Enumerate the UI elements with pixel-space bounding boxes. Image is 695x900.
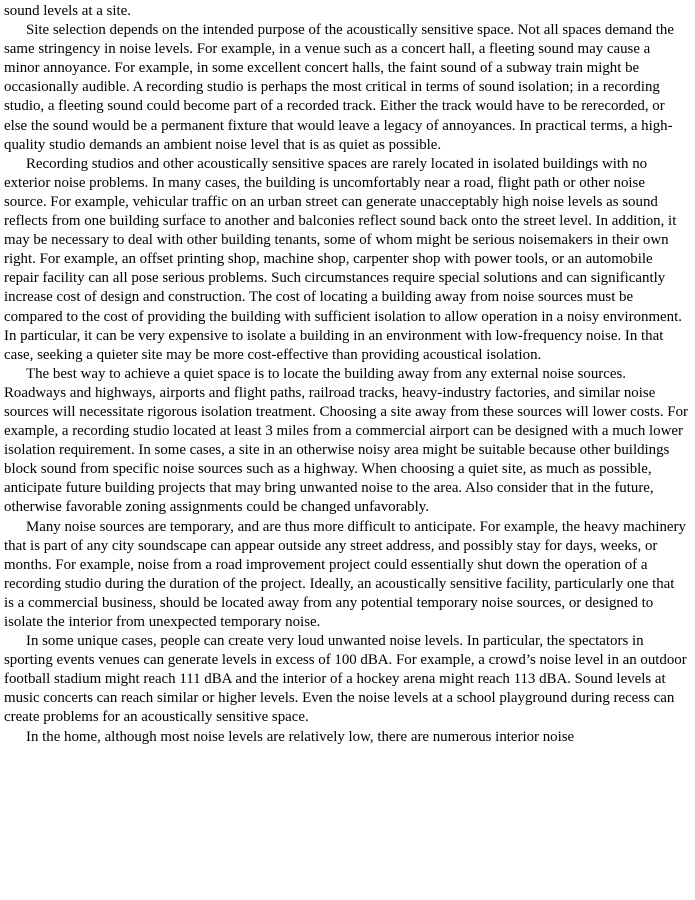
paragraph-home-noise: In the home, although most noise levels are relatively low, there are numerous interior noise bbox=[26, 728, 575, 745]
paragraph-recording-studios: Recording studios and other acoustically sensitive spaces are rarely located in isolated buildings with no exterior noise problems. In many cases, the building is uncomfortably near a road, flight path or other noise source. For example, vehicular traffic on an urban street can generate unacceptably high noise levels as sound reflects from one building surface to another and balconies reflect sound back onto the street level. In addition, it may be necessary to deal with other building tenants, some of whom might be serious noisemakers in their own right. For example, an offset printing shop, machine shop, carpenter shop with power tools, or an automobile repair facility can all pose serious problems. Such circumstances require special solutions and can significantly increase cost of design and construction. The cost of locating a building away from noise sources must be compared to the cost of providing the building with sufficient isolation to allow operation in a noisy environment. In particular, it can be very expensive to isolate a building in an environment with low-frequency noise. In that case, seeking a quieter site may be more cost-effective than providing acoustical isolation. bbox=[4, 155, 682, 363]
document-page bbox=[4, 2, 688, 747]
paragraph-continuation: sound levels at a site. bbox=[4, 3, 131, 19]
paragraph-quiet-space: The best way to achieve a quiet space is to locate the building away from any external noise sources. Roadways and highways, airports and flight paths, railroad tracks, heavy-industry factories, and similar noise sources will necessitate rigorous isolation treatment. Choosing a site away from these sources will lower costs. For example, a recording studio located at least 3 miles from a commercial airport can be designed with a much lower isolation requirement. In some cases, a site in an otherwise noisy area might be suitable because other buildings block sound from specific noise sources such as a highway. When choosing a quiet site, as much as possible, anticipate future building projects that may bring unwanted noise to the area. Also consider that in the future, otherwise favorable zoning assignments could be changed unfavorably. bbox=[4, 365, 688, 516]
paragraph-site-selection: Site selection depends on the intended purpose of the acoustically sensitive space. Not all spaces demand the same stringency in noise levels. For example, in a venue such as a concert hall, a fleeting sound may cause a minor annoyance. For example, in some excellent concert halls, the faint sound of a subway train might be occasionally audible. A recording studio is perhaps the most critical in terms of sound isolation; in a recording studio, a fleeting sound could become part of a recorded track. Either the track would have to be rerecorded, or else the sound would be a permanent fixture that would leave a legacy of annoyances. In practical terms, a high-quality studio demands an ambient noise level that is as quiet as possible. bbox=[4, 22, 674, 153]
paragraph-temporary-noise: Many noise sources are temporary, and are thus more difficult to anticipate. For example, the heavy machinery that is part of any city soundscape can appear outside any street address, and possibly stay for days, weeks, or months. For example, noise from a road improvement project could essentially shut down the operation of a recording studio during the duration of the project. Ideally, an acoustically sensitive facility, particularly one that is a commercial business, should be located away from any potential temporary noise sources, or designed to isolate the interior from unexpected temporary noise. bbox=[4, 518, 686, 630]
paragraph-loud-crowds: In some unique cases, people can create very loud unwanted noise levels. In particular, the spectators in sporting events venues can generate levels in excess of 100 dBA. For example, a crowd’s noise level in an outdoor football stadium might reach 111 dBA and the interior of a hockey arena might reach 113 dBA. Sound levels at music concerts can reach similar or higher levels. Even the noise levels at a school playground during recess can create problems for an acoustically sensitive space. bbox=[4, 633, 687, 726]
